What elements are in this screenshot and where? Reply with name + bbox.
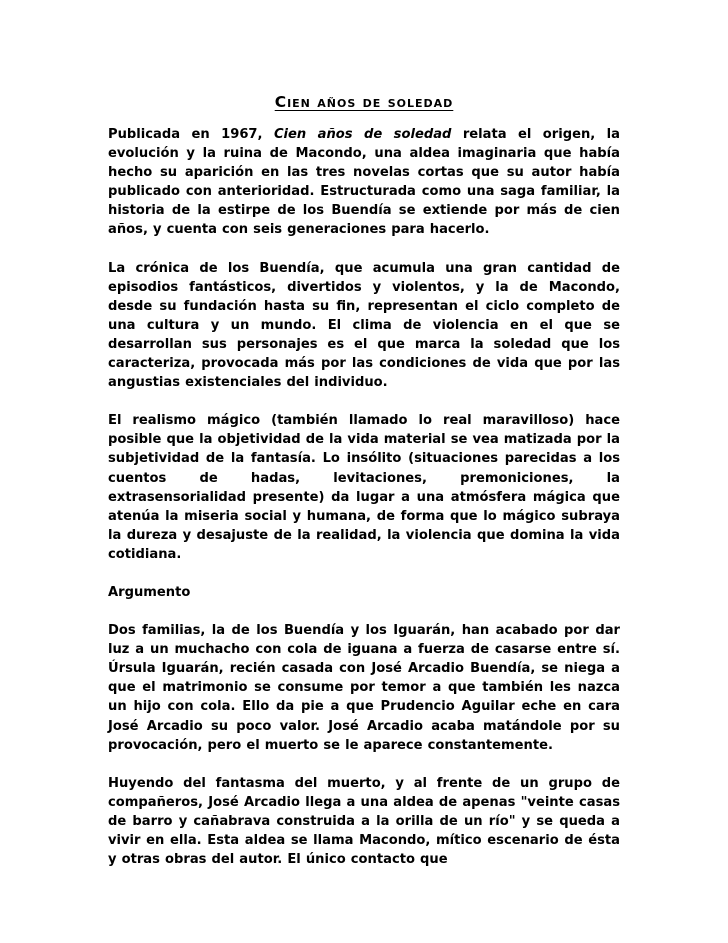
paragraph-dos-familias: Dos familias, la de los Buendía y los Iguarán, han acabado por dar luz a un muchacho con cola de iguana a fuerza de casarse entre sí. Úrsula Iguarán, recién casada con José Arcadio Buendía, se niega a que el matrimonio se consume por temor a que también les nazca un hijo con cola. Ello da pie a que Prudencio Aguilar eche en cara José Arcadio su poco valor. José Arcadio acaba matándole por su provocación, pero el muerto se le aparece constantemente. [108, 623, 620, 753]
paragraph-realismo-magico: El realismo mágico (también llamado lo real maravilloso) hace posible que la objetividad de la vida material se vea matizada por la subjetividad de la fantasía. Lo insólito (situaciones parecidas a los cuentos de hadas, levitaciones, premoniciones, la extrasensorialidad presente) da lugar a una atmósfera mágica que atenúa la miseria social y humana, de forma que lo mágico subraya la dureza y desajuste de la realidad, la violencia que domina la vida cotidiana. [108, 413, 620, 562]
intro-text-start: Publicada en 1967, [108, 127, 274, 142]
document-title: Cien años de soledad [274, 93, 454, 111]
paragraph-huyendo: Huyendo del fantasma del muerto, y al frente de un grupo de compañeros, José Arcadio llega a una aldea de apenas "veinte casas de barro y cañabrava construida a la orilla de un río" y se queda a vivir en ella. Esta aldea se llama Macondo, mítico escenario de ésta y otras obras del autor. El único contacto que [108, 775, 620, 868]
intro-text-end: relata el origen, la evolución y la ruina de Macondo, una aldea imaginaria que había hecho su aparición en las tres novelas cortas que su autor había publicado con anterioridad. Estructurada como una saga familiar, la historia de la estirpe de los Buendía se extiende por más de cien años, y cuenta con seis generaciones para hacerlo. [108, 127, 620, 238]
book-title-italic: Cien años de soledad [273, 127, 452, 142]
paragraph-intro [108, 125, 620, 240]
section-heading-argumento: Argumento [108, 584, 191, 600]
paragraph-cronica: La crónica de los Buendía, que acumula una gran cantidad de episodios fantásticos, divertidos y violentos, y la de Macondo, desde su fundación hasta su fin, representan el ciclo completo de una cultura y un mundo. El clima de violencia en el que se desarrollan sus personajes es el que marca la soledad que los caracteriza, provocada más por las condiciones de vida que por las angustias existenciales del individuo. [108, 260, 620, 391]
document-page [108, 91, 620, 888]
